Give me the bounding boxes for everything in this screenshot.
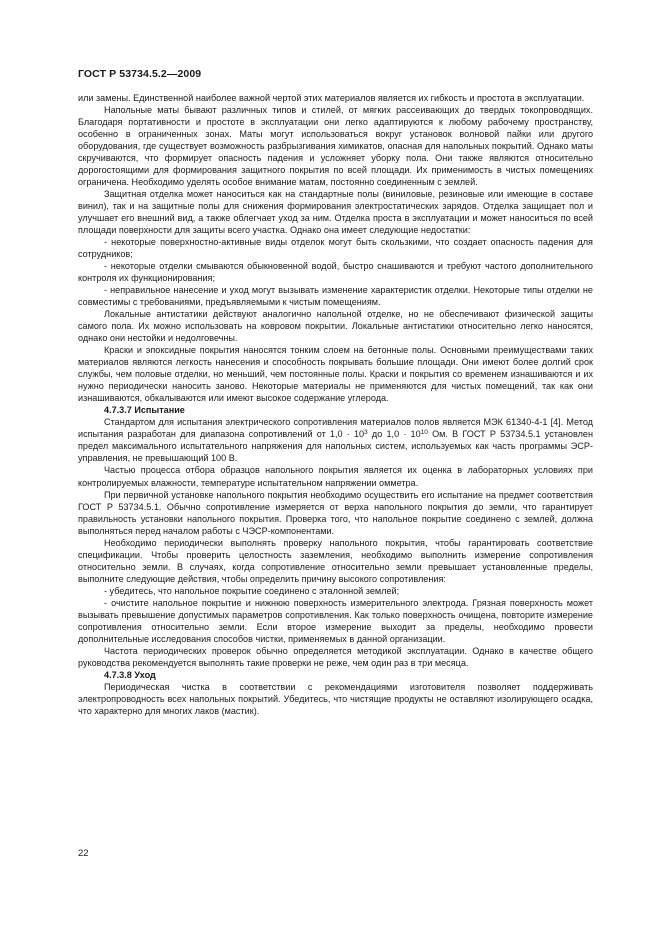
list-item-grounding: - убедитесь, что напольное покрытие соединено с эталонной землей; (104, 585, 400, 596)
text-run: Ом. В ГОСТ Р 53734.5.1 установлен предел максимального испытательного напряжения для напольных систем, используемых как часть программы ЭСР-управления, не превышающий 100 В. (78, 429, 593, 464)
superscript-exponent: 10 (420, 429, 428, 437)
paragraph-cleaning: Периодическая чистка в соответствии с рекомендациями изготовителя позволяет поддерживать электропроводность всех напольных покрытий. Убедитесь, что чистящие продукты не оставляют изолирующего осадка, что характерно для многих лаков (мастик). (78, 681, 593, 716)
superscript-exponent: 3 (364, 429, 368, 437)
paragraph-periodic-check: Необходимо периодически выполнять проверку напольного покрытия, чтобы гарантировать соответствие спецификации. Чтобы проверить целостность заземления, необходимо выполнить измерение сопротивления относительно земли. В случаях, когда сопротивление относительно земли превышает установленные пределы, выполните следующие действия, чтобы определить причину высокого сопротивления: (78, 537, 593, 584)
page-number: 22 (78, 848, 89, 859)
paragraph-test-standard (78, 416, 593, 464)
list-item-washable: - некоторые отделки смываются обыкновенной водой, быстро снашиваются и требуют частого дополнительного контроля их функционирования; (78, 261, 593, 284)
section-heading-testing: 4.7.3.7 Испытание (104, 405, 185, 416)
paragraph-initial-installation: При первичной установке напольного покрытия необходимо осуществить его испытание на предмет соответствия ГОСТ Р 53734.5.1. Обычно сопротивление измеряется от верха напольного покрытия до земли, что гарантирует правильность установки напольного покрытия. Проверка того, что напольное покрытие соединено с землей, должна выполняться перед началом работы с ЧЭСР-компонентами. (78, 489, 593, 536)
list-item-improper-care: - неправильное нанесение и уход могут вызывать изменение характеристик отделки. Некоторые типы отделки не совместимы с требованиями, предъявляемыми к чистым помещениям. (78, 285, 593, 308)
paragraph-sample-evaluation: Частью процесса отбора образцов напольного покрытия является их оценка в лабораторных условиях при контролируемых влажности, температуре испытательном напряжении омметра. (78, 465, 593, 488)
section-heading-care: 4.7.3.8 Уход (104, 669, 156, 680)
text-run: до 1,0 · 10 (367, 429, 421, 440)
paragraph-local-antistatics: Локальные антистатики действуют аналогично напольной отделке, но не обеспечивают физической защиты самого пола. Их можно использовать на ковровом покрытии. Локальные антистатики относительно легко наносятся, однако они нестойки и недолговечны. (78, 309, 593, 344)
list-item-slippery: - некоторые поверхностно-активные виды отделок могут быть скользкими, что создает опасность падения для сотрудников; (78, 237, 593, 260)
paragraph-check-frequency: Частота периодических проверок обычно определяется методикой эксплуатации. Однако в качестве общего руководства рекомендуется выполнять такие проверки не реже, чем один раз в три месяца. (78, 645, 593, 668)
text-run: Стандартом для испытания электрического сопротивления материалов полов является МЭК 61340-4-1 [4]. Метод испытания разработан для диапазона сопротивлений от 1,0 · 10 (78, 417, 593, 440)
paragraph-continuation: или замены. Единственной наиболее важной чертой этих материалов является их гибкость и простота в эксплуатации. (78, 93, 585, 103)
paragraph-paints-epoxy: Краски и эпоксидные покрытия наносятся тонким слоем на бетонные полы. Основными преимуществами таких материалов являются легкость нанесения и способность покрывать большие площади. Они имеют более долгий срок службы, чем половые отделки, но меньший, чем постоянные полы. Краски и покрытия со временем изнашиваются и их нужно периодически наносить заново. Некоторые материалы не применяются для чистых помещений, так как они изнашиваются, обкалываются или имеют высокое содержание углерода. (78, 345, 593, 404)
page-header-standard-number: ГОСТ Р 53734.5.2—2009 (78, 68, 202, 80)
document-body (78, 92, 593, 717)
paragraph-protective-finish: Защитная отделка может наноситься как на стандартные полы (виниловые, резиновые или имеющие в составе винил), так и на защитные полы для снижения формирования электростатических зарядов. Отделка защищает пол и улучшает его внешний вид, а также облегчает уход за ним. Отделка проста в эксплуатации и может наноситься по всей площади поверхности для защиты всего участка. Однако она имеет следующие недостатки: (78, 189, 593, 236)
paragraph-floor-mats: Напольные маты бывают различных типов и стилей, от мягких рассеивающих до твердых токопроводящих. Благодаря портативности и простоте в эксплуатации они легко адаптируются к любому рабочему пространству, особенно в ограниченных зонах. Маты могут использоваться вокруг установок волновой пайки или другого оборудования, где существует возможность разбрызгивания химикатов, опасная для напольных покрытий. Однако маты скручиваются, что формирует опасность падения и усложняет уборку пола. Они также являются относительно дорогостоящими для формирования защитного покрытия по всей площади. Их применимость в чистых помещениях ограничена. Необходимо уделять особое внимание матам, постоянно соединенным с землей. (78, 105, 593, 188)
list-item-cleaning: - очистите напольное покрытие и нижнюю поверхность измерительного электрода. Грязная поверхность может вызывать превышение допустимых параметров сопротивления. Как только поверхность очищена, повторите измерение сопротивления относительно земли. Если второе измерение выходит за пределы, необходимо провести дополнительные исследования способов чистки, применяемых в данной организации. (78, 597, 593, 644)
